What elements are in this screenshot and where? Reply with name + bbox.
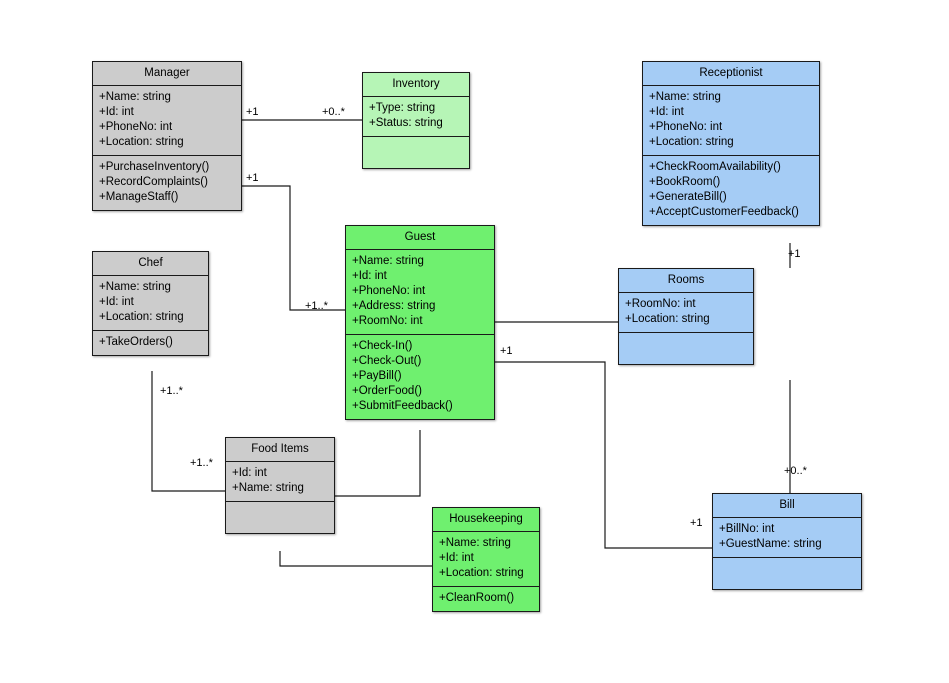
class-methods: +CleanRoom() (439, 592, 515, 604)
class-housekeeping[interactable] (432, 507, 540, 612)
line-manager-guest (241, 186, 345, 310)
class-title: Guest (346, 226, 494, 250)
class-chef[interactable] (92, 251, 209, 356)
multiplicity-label: +1 (500, 345, 513, 357)
class-attributes: +Name: string +Id: int +Location: string (433, 532, 539, 587)
class-guest[interactable] (345, 225, 495, 420)
class-receptionist[interactable] (642, 61, 820, 226)
class-title: Manager (93, 62, 241, 86)
class-methods (713, 558, 861, 589)
line-guest-fooditems (335, 430, 420, 496)
class-methods: +PurchaseInventory() +RecordComplaints() +ManageStaff() (99, 161, 210, 203)
class-methods: +Check-In() +Check-Out() +PayBill() +OrderFood() +SubmitFeedback() (352, 340, 453, 412)
class-title: Rooms (619, 269, 753, 293)
line-fooditems-housekeeping (280, 551, 432, 566)
multiplicity-label: +1..* (190, 457, 213, 469)
class-methods (363, 137, 469, 168)
class-food-items[interactable] (225, 437, 335, 534)
class-bill[interactable] (712, 493, 862, 590)
class-attributes: +Id: int +Name: string (226, 462, 334, 502)
class-title: Housekeeping (433, 508, 539, 532)
multiplicity-label: +0..* (322, 106, 345, 118)
class-title: Receptionist (643, 62, 819, 86)
multiplicity-label: +1 (246, 106, 259, 118)
multiplicity-label: +1 (246, 172, 259, 184)
multiplicity-label: +0..* (784, 465, 807, 477)
multiplicity-label: +1..* (160, 385, 183, 397)
multiplicity-label: +1..* (305, 300, 328, 312)
class-methods: +TakeOrders() (99, 336, 173, 348)
class-attributes: +Name: string +Id: int +PhoneNo: int +Location: string (93, 86, 241, 156)
class-attributes: +Type: string +Status: string (363, 97, 469, 137)
class-rooms[interactable] (618, 268, 754, 365)
class-title: Bill (713, 494, 861, 518)
class-methods: +CheckRoomAvailability() +BookRoom() +GenerateBill() +AcceptCustomerFeedback() (649, 161, 799, 218)
multiplicity-label: +1 (690, 517, 703, 529)
multiplicity-label: +1 (788, 248, 801, 260)
class-methods (619, 333, 753, 364)
class-attributes: +Name: string +Id: int +PhoneNo: int +Location: string (643, 86, 819, 156)
class-title: Chef (93, 252, 208, 276)
class-title: Food Items (226, 438, 334, 462)
class-manager[interactable] (92, 61, 242, 211)
class-title: Inventory (363, 73, 469, 97)
class-methods (226, 502, 334, 533)
class-attributes: +RoomNo: int +Location: string (619, 293, 753, 333)
class-attributes: +Name: string +Id: int +PhoneNo: int +Address: string +RoomNo: int (346, 250, 494, 335)
class-inventory[interactable] (362, 72, 470, 169)
class-attributes: +BillNo: int +GuestName: string (713, 518, 861, 558)
class-attributes: +Name: string +Id: int +Location: string (93, 276, 208, 331)
